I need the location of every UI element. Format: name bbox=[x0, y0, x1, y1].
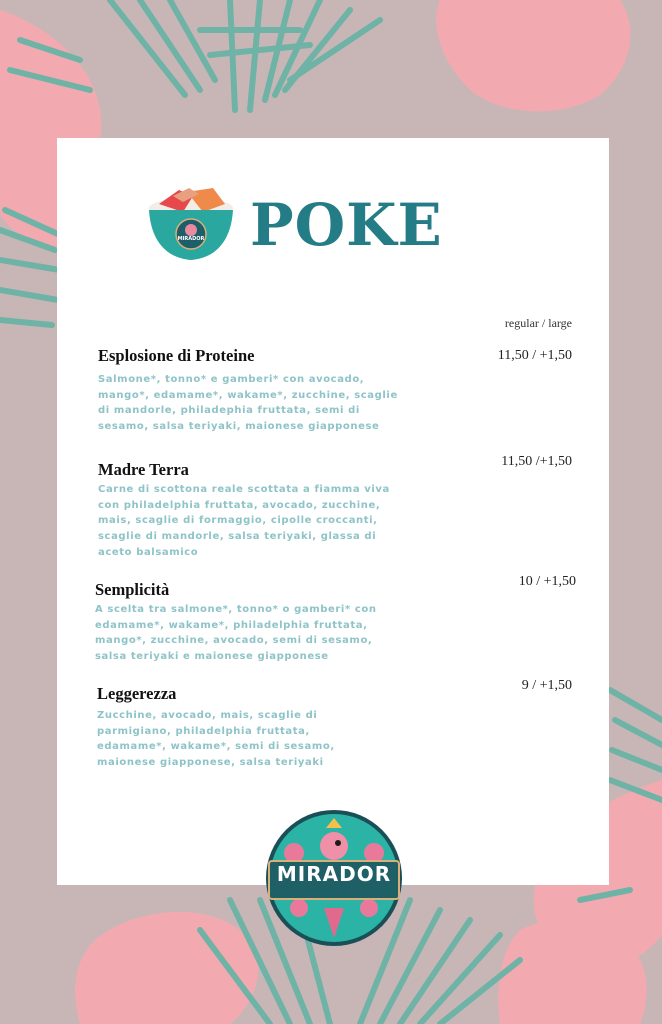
item-price: 10 / +1,50 bbox=[518, 574, 576, 589]
item-price: 11,50 /+1,50 bbox=[501, 454, 572, 469]
item-price: 11,50 / +1,50 bbox=[497, 348, 572, 363]
item-description: A scelta tra salmone*, tonno* o gamberi* con edamame*, wakame*, philadelphia fruttata, mango*, zucchine, avocado, semi di sesamo, salsa teriyaki e maionese giapponese bbox=[95, 604, 377, 663]
item-name: Madre Terra bbox=[98, 460, 189, 479]
poke-bowl-icon bbox=[143, 182, 239, 268]
size-legend: regular / large bbox=[504, 316, 572, 330]
item-description: Carne di scottona reale scottata a fiamma viva con philadelphia fruttata, avocado, zucchine, mais, scaglie di formaggio, cipolle croccanti, scaglie di mandorle, salsa teriyaki, glassa di aceto balsamico bbox=[98, 484, 390, 558]
bowl-label: MIRADOR bbox=[177, 236, 205, 242]
menu-card bbox=[57, 138, 609, 885]
menu-header bbox=[143, 182, 483, 272]
logo-text: MIRADOR bbox=[276, 862, 392, 886]
item-description: Zucchine, avocado, mais, scaglie di parmigiano, philadelphia fruttata, edamame*, wakame*, semi di sesamo, maionese giapponese, salsa teriyaki bbox=[97, 710, 335, 769]
item-name: Esplosione di Proteine bbox=[98, 346, 255, 365]
item-name: Leggerezza bbox=[97, 684, 177, 703]
item-price: 9 / +1,50 bbox=[521, 678, 572, 693]
item-name: Semplicità bbox=[95, 580, 170, 599]
item-description: Salmone*, tonno* e gamberi* con avocado, mango*, edamame*, wakame*, zucchine, scaglie di mandorle, philadephia fruttata, semi di sesamo, salsa teriyaki, maionese giapponese bbox=[98, 374, 398, 433]
page-title: POKE bbox=[250, 191, 443, 259]
